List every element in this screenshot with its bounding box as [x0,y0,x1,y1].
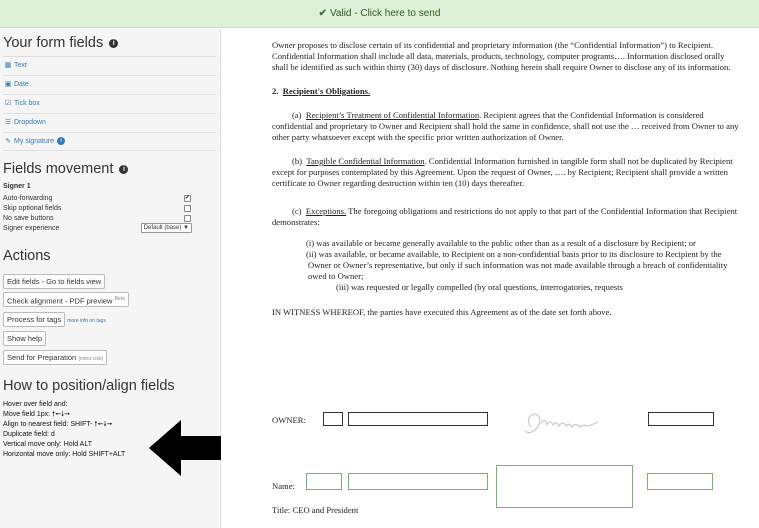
howto-title: How to position/align fields [3,378,175,395]
check-alignment-button[interactable] [3,292,129,307]
form-fields-title-text: Your form fields [3,35,104,51]
paragraph-c [272,206,742,228]
owner-text-field[interactable] [348,412,488,426]
send-preparation-label: Send for Preparation [7,353,77,363]
field-list [3,56,217,151]
section-title: Recipient's Obligations. [282,86,371,96]
no-save-checkbox[interactable] [184,215,191,222]
info-icon[interactable]: i [57,137,65,145]
form-fields-title [3,33,220,53]
field-item-tickbox[interactable] [3,94,217,113]
clause-prefix: (a) [292,110,302,120]
signer-experience-select[interactable]: Default (base) ▼ [141,223,192,233]
owner-checkbox-field[interactable] [323,412,343,426]
exception-iii: (iii) was requested or legally compelled (by oral questions, interrogatories, requests [336,282,623,292]
clause-title: Tangible Confidential Information [306,156,425,166]
option-label: Auto-forwarding [3,195,53,202]
send-link[interactable] [319,8,441,19]
tags-info-link[interactable]: more info on tags [67,318,106,325]
info-icon[interactable]: i [109,39,118,48]
exception-ii: (ii) was available, or became available, to Recipient on a non-confidential basis prior to its disclosure to Recipient by the Owner or Owner’s representative, but only if such information was not made available through a breach of confidentiality owed to Owner; [306,249,728,281]
signer-label: Signer 1 [3,183,31,190]
clause-title: Exceptions. [305,206,347,216]
signed-date-field[interactable] [647,473,713,490]
clause-text: The foregoing obligations and restrictions do not apply to that part of the Confidential Information that Recipient demonstrates: [272,206,738,227]
title-label: Title: CEO and President [272,505,359,515]
option-label: Signer experience [3,225,60,233]
witness-paragraph: IN WITNESS WHEREOF, the parties have executed this Agreement as of the date set forth above. [272,307,612,317]
calendar-icon: ▣ [4,81,12,88]
option-label: No save buttons [3,214,54,222]
clause-text: . Recipient agrees that the Confidential Information is considered confidential and proprietary to Owner and Recipient shall hold the same in confidence, shall not use the … received from Owner to any other party whatsoever except with the specific prior written authorization of Owner. [272,110,739,142]
left-arrow-icon [149,418,221,478]
text-field-icon: ▦ [4,62,12,69]
section-number: 2. [272,86,279,96]
field-item-label: Text [14,62,27,69]
howto-line: Duplicate field: d [3,431,55,439]
check-alignment-label: Check alignment - PDF preview [7,296,113,306]
field-item-label: Tick box [14,100,40,107]
option-label: Skip optional fields [3,204,62,212]
field-item-signature[interactable] [3,132,217,151]
name-field[interactable] [348,473,488,490]
name-label: Name: [272,481,295,491]
extra-cost-note: (extra cost) [78,356,104,363]
option-signer-experience [3,223,220,235]
field-item-dropdown[interactable] [3,113,217,132]
clause-title: Recipient’s Treatment of Confidential Information [305,110,480,120]
signature-icon: ✎ [5,138,11,145]
actions-title: Actions [3,248,51,265]
edit-fields-button[interactable]: Edit fields - Go to fields view [3,274,105,289]
howto-line: Move field 1px: 🠕🠔🠗🠖 [3,411,71,419]
clause-prefix: (c) [292,206,302,216]
document-text [272,40,742,331]
field-item-text[interactable] [3,56,217,75]
howto-line: Align to nearest field: SHIFT- 🠕🠔🠗🠖 [3,421,113,429]
beta-badge: Beta [114,295,125,302]
howto-line: Vertical move only: Hold ALT [3,441,92,449]
field-item-label: My signature [14,138,55,145]
owner-label: OWNER: [272,415,306,425]
clause-prefix: (b) [292,156,303,166]
auto-forwarding-checkbox[interactable] [184,195,191,202]
info-icon[interactable]: i [119,165,128,174]
signature-field[interactable] [496,465,633,508]
section-heading [272,86,742,97]
checkbox-icon: ☑ [4,100,12,107]
option-auto-forwarding [3,194,220,204]
signature-placeholder-icon [517,397,627,445]
field-item-date[interactable] [3,75,217,94]
clause-text: . Confidential Information furnished in tangible form shall not be duplicated by Recipient except for purposes contemplated by this Agreement. Upon the request of Owner, …. by Recipient; Recipient shall provide a written certificate to Owner regarding destruction within ten (10) days thereafter. [272,156,733,188]
field-item-label: Dropdown [14,119,46,126]
option-no-save [3,214,220,224]
paragraph-b [272,156,742,189]
exception-i: (i) was available or became generally available to the public other than as a result of a disclosure by Recipient; or [306,238,696,248]
process-tags-button[interactable]: Process for tags [3,312,65,327]
checkmark-icon: ✔ [318,8,327,19]
document-page [222,29,759,528]
field-item-label: Date [14,81,29,88]
howto-line: Horizontal move only: Hold SHIFT+ALT [3,451,126,459]
howto-line: Hover over field and: [3,401,68,409]
send-preparation-button[interactable] [3,350,107,365]
send-link-label: Valid - Click here to send [329,8,441,19]
fields-movement-title-text: Fields movement [3,161,114,177]
option-skip-optional [3,204,220,214]
validation-banner[interactable] [0,0,759,28]
show-help-button[interactable]: Show help [3,331,46,346]
paragraph-intro: Owner proposes to disclose certain of its confidential and proprietary information (the “Confidential Information”) to Recipient. Confidential Information shall include all data, materials, products, technology, computer programs…. Information disclosed orally shall be identified as such within thirty (30) days of disclosure. Nothing herein shall require Owner to disclose any of its information. [272,40,731,72]
skip-optional-checkbox[interactable] [184,205,191,212]
name-prefix-field[interactable] [306,473,342,490]
date-field[interactable] [648,412,714,426]
list-icon: ☰ [4,119,12,126]
paragraph-a [272,110,742,143]
fields-movement-title [3,159,220,179]
